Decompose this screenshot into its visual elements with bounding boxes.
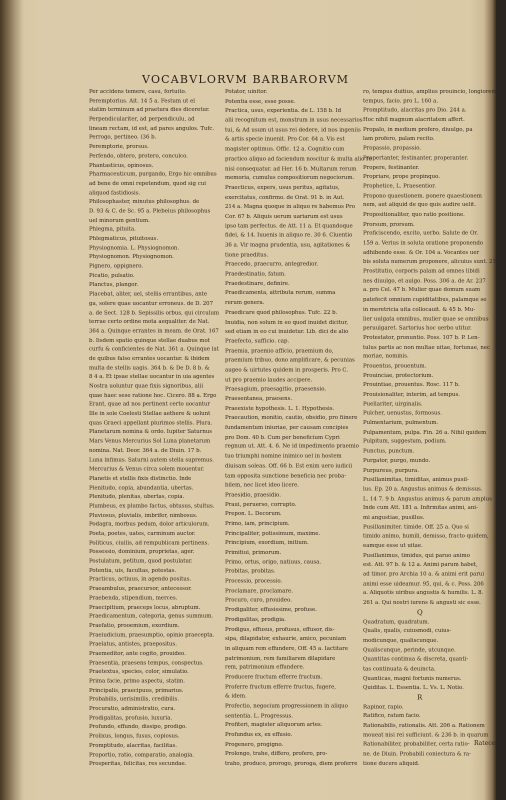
text-line: Philosophaster, minutus philosophus. de: [89, 199, 200, 206]
text-line: Practica, usus, experientia. de L. 158 b. Id: [225, 108, 342, 115]
text-line: Prostitutio, corporis palam ad omnes libidi: [363, 268, 480, 275]
text-line: Mercurius & Venus circa solem mouentur.: [89, 466, 205, 473]
text-line: Profiteri, magister aliquorum artes.: [225, 722, 323, 729]
running-header: [142, 73, 472, 86]
text-line: Peremptorie, prorsus.: [89, 144, 149, 150]
text-line: Praeexiste hypothesis. L. 1. Hypothesis.: [225, 405, 335, 412]
text-line: patefecit omnium cupiditatibus, palamque se: [363, 297, 487, 304]
text-line: Praebenda, stipendium, merces.: [89, 595, 178, 602]
text-line: ad timor. pro Archia 10 a. & animi erit parui: [363, 571, 485, 578]
text-line: Proclamare, proclamare.: [225, 588, 293, 595]
text-line: sed etiam in eo cui inuidetur. Lib. dici de alio: [225, 328, 349, 335]
text-line: uel minorum gentium.: [89, 217, 150, 224]
text-line: ipso tam perfectus. de Att. 11 a. Et quandoque: [225, 223, 353, 230]
text-line: ad bene de omni repetendum, quod sig cui: [89, 181, 206, 187]
text-line: Praedicare quod philosophus. Tufc. 22 b.: [225, 309, 338, 316]
text-line: Nostra uoluntur quae fixis signoribus, alii: [89, 383, 204, 390]
text-line: nisi consequatur. ad Her. 16 b. Multarum rerum: [225, 165, 357, 172]
text-line: Prepon. L. Decorum.: [225, 511, 282, 518]
text-line: quae haec sese ratione hoc. Cicero. 88 a. Ergo: [89, 392, 217, 399]
text-line: de quibus falso errantes uocantur. & ibidem: [89, 356, 210, 362]
text-line: Per accidens temere, casu, fortuito.: [89, 88, 187, 95]
text-line: ne. de Diuin. Probabili coniectura & ra-: [363, 751, 471, 758]
text-line: magister optimus. Offic. 12 a. Cognitio cum: [225, 146, 345, 153]
text-line: Planetarum nomina & ordo. Iupiter Saturnus: [89, 429, 213, 436]
text-line: lam profero, palam recito.: [363, 136, 435, 143]
text-line: tulus partis ac non multae uitae, fortunae, nec: [363, 344, 490, 351]
text-line: rem, patrimonium effundere.: [225, 665, 305, 671]
text-line: Praedestinatio, fatum.: [225, 271, 286, 278]
text-line: Purpureus, purpura.: [363, 467, 419, 474]
text-line: Procuro, curo, prouideo.: [225, 597, 292, 604]
text-column-3: [363, 88, 506, 769]
text-line: Praemeditor, ante cogito, prouideo.: [89, 650, 186, 657]
text-line: alii recognitum est, monstrum in usus necessarios: [225, 117, 363, 124]
text-line: peruulgaret. Sartorius hoc uerbo utitur.: [363, 325, 472, 332]
catchword: Ratecese.: [474, 740, 504, 747]
text-line: Praedestinare, definire.: [225, 280, 290, 287]
text-line: Perrogo, pertineo. (36 b.: [89, 135, 157, 141]
text-line: Pulpitum, suggestum, podium.: [363, 439, 447, 446]
text-line: ga, solere quae uocantur erroneus. de D. 207: [89, 300, 214, 307]
text-line: regnum ut. Att. 4. 6. Ne id impedimento praemio: [225, 444, 359, 451]
text-line: a. Aliquotis uiribus angustis & humilis. L. 8.: [363, 590, 484, 597]
text-line: Pusillanimitas, timiditas, animus pusil-: [363, 477, 469, 483]
text-line: mi angustiae, pusillus.: [363, 514, 425, 521]
text-line: Profectio, negocium progressionem in aliquo: [225, 703, 348, 710]
text-line: Praecipitium, praeceps locus, abruptum.: [89, 604, 201, 611]
text-line: est. Att. 97 b. & 12 a. Animi parum habet,: [363, 562, 478, 569]
text-column-1: [89, 88, 223, 770]
text-line: Potentia, uis, facultas, potestas.: [89, 568, 177, 574]
text-line: diuisam soleas. Off. 66 b. Est enim uero iudicii: [225, 463, 353, 470]
text-line: Plenitudo, plenitas, ubertas, copia.: [89, 494, 185, 501]
text-line: Phantasticus, opinosus.: [89, 162, 154, 169]
text-line: tempus, facio. pro L. 160 a.: [363, 98, 439, 105]
text-line: Praefecto, sufficio. cap.: [225, 338, 290, 345]
text-line: Probitas, probitas.: [225, 569, 276, 575]
text-line: bilem, nec licet ideo licere.: [225, 482, 300, 489]
text-line: Pignero, oppignero.: [89, 263, 144, 270]
text-line: Podagra, morbus pedum, dolor articulorum.: [89, 521, 210, 528]
text-line: Physiognomon. Physiognomon.: [89, 254, 174, 261]
text-line: Prophetice, L. Praesentior.: [363, 183, 436, 190]
text-line: Pusillanimus, timidus, qui paruo animo: [363, 552, 470, 559]
text-line: 261 a. Qui nostri iurens & angusti sic esse.: [363, 600, 481, 606]
text-line: Inuidia, non solum in eo quod inuidet dicitur,: [225, 319, 349, 326]
text-line: multa de stellis uagis. 364 b. & De D. 8 b. &: [89, 365, 210, 372]
text-line: bis soluta numerum proponere, alicuius sunt. 212 a.: [363, 259, 506, 266]
text-line: Rationabiliter, probabiliter, certa ratio-: [363, 742, 470, 748]
text-line: Quadratum, quadratum.: [363, 618, 430, 625]
text-line: Pulpamentum, pulpa. Fin. 26 a. Nihil quidem: [363, 429, 487, 436]
text-line: Proficiscendo, excito, uerbo. Salute de Or.: [363, 230, 479, 237]
text-column-2: [225, 88, 372, 770]
text-line: Praecaution, monitio, cautio, obsidio, pro fiinere: [225, 415, 358, 422]
text-line: Pharmaceuticum, purgando, Ergo hic omnibus: [89, 171, 217, 178]
text-line: Praecedo, praecurro, antegredior.: [225, 261, 319, 268]
text-line: Peremptorius. Ait. 14 5 a. Festum ut el: [89, 98, 195, 104]
text-line: Prima facie, primo aspectu, statim.: [89, 678, 185, 685]
text-line: Prouisionaliter, interim, ad tempus.: [363, 391, 460, 398]
text-line: 159 a. Verius in soluta oratione proponendo: [363, 240, 484, 247]
text-line: Prodigus, effusus, profusus, effusor, dis-: [225, 626, 335, 633]
text-line: nem, aut aliquid de quo quis audire uelit.: [363, 202, 476, 209]
text-line: Phlegma, pituita.: [89, 227, 136, 233]
text-line: tui, & Ad usum ut usus rei dedere, id nos ingeniis: [225, 127, 361, 134]
text-line: Prolixus, longus, fusus, copiosus.: [89, 733, 180, 740]
text-line: Procuratio, administratio, cura.: [89, 706, 176, 712]
text-line: Prouinciae, protectorium.: [363, 372, 434, 379]
text-line: in aliquam rem effundere, Off. 45 a. Iactitare: [225, 645, 349, 652]
text-line: Principaliter, potissimum, maxime.: [225, 530, 321, 537]
text-line: Propalo, in medium profero, diuulgo, pa: [363, 126, 473, 133]
text-line: Potator, uinitor.: [225, 88, 268, 95]
text-line: Praeiudicium, praesumptio, opinio praecepta.: [89, 632, 215, 639]
text-line: Ratifico, ratum facio.: [363, 713, 421, 720]
text-line: Poeta, poetes, uates, carminum auctor.: [89, 531, 196, 537]
text-line: sententia. L. Progressus.: [225, 713, 293, 719]
text-line: Politicus, ciuilis, ad rempublicam pertinens.: [89, 540, 210, 547]
text-line: Profundo, effundo, dissipo, prodigo.: [89, 724, 187, 731]
text-line: Propassio, propassio.: [363, 145, 422, 152]
text-line: & idem.: [225, 693, 247, 700]
text-line: nes diuulgo, et aulgo. Poss. 306 a. de Ar. 237: [363, 278, 486, 285]
text-line: Progenero, progigno.: [225, 741, 284, 748]
text-line: Phlegmaticus, pituitosus.: [89, 236, 159, 243]
text-line: Propriare, prope propinquo.: [363, 174, 440, 181]
text-line: Perpendiculariter, ad perpendiculu, ad: [89, 116, 195, 123]
text-line: Quantitas continua & discreta, quanti-: [363, 656, 469, 663]
text-line: D. 93 & C. de Sc. 95 a. Plebeius philosophus: [89, 208, 211, 215]
text-line: Producere fructum efferre fructum.: [225, 674, 323, 681]
text-line: moueat nisi rei sufficiunt. & 236 b. in quarum: [363, 732, 489, 739]
text-line: L. 14 7. 9 b. Angustus animus & parum amplus: [363, 495, 492, 502]
text-line: Rapinor, rapio.: [363, 704, 404, 711]
text-line: tuo triumphi nomine inimico uel in hostem: [225, 453, 342, 460]
text-line: Probabilis, uerisimilis, credibilis.: [89, 696, 179, 703]
text-line: Physiognomia. L. Physiognomon.: [89, 245, 180, 252]
text-line: practico aliquo ad faciendum noscitur & multa alio re: [225, 156, 372, 163]
text-line: sipa, dilapidator, exhaurie, amico, pecuniam: [225, 636, 347, 643]
text-line: Cor. 67 b. Aliquis uerum uariarum est usus: [225, 213, 343, 220]
text-line: Possessio, dominium, proprietas, ager.: [89, 549, 195, 556]
text-line: eamque esse ut uitae.: [363, 543, 423, 550]
text-line: lier uulgata omnibus, mulier quae se omnibus: [363, 316, 489, 322]
text-line: 36 a. Vir magna prudentia, usu, agitationes &: [225, 242, 351, 249]
text-line: Puellariter, uirginalis.: [363, 401, 423, 408]
text-line: traho, produco, prorogo, proroga, diem proferre: [225, 761, 358, 767]
text-line: Promptitudo, alacritas pro Dio. 244 a.: [363, 107, 467, 114]
text-line: a. de Sect. 128 b. Sepissilis orbus, qui circulum: [89, 310, 220, 316]
text-line: lus. Ep. 20 a. Angustus animus & demissus.: [363, 486, 483, 493]
running-title: VOCABVLORVM BARBARORVM: [142, 73, 350, 86]
text-line: Pusillanimiter. timide. Off. 25 a. Quo si: [363, 524, 469, 531]
text-line: Principium, exordium, initium.: [225, 540, 309, 547]
text-line: b. Iisdem spatio quinque stellae duabus mot: [89, 337, 210, 344]
text-line: Primo, iam, principium.: [225, 521, 290, 527]
text-line: Propositionaliter, quo ratio positione.: [363, 212, 465, 218]
text-line: aliquod fastidiosis.: [89, 190, 141, 196]
text-line: tas continuata & deuincta.: [363, 666, 436, 673]
text-line: adhibendo esse. & Or. 104 a. Vocantes uer: [363, 249, 480, 256]
text-line: quas Graeci appellant plurimos stellis. Plura.: [89, 420, 213, 427]
text-line: Praesagium, praesagitio, praesensio.: [225, 386, 327, 393]
text-line: rerum genera.: [225, 300, 265, 307]
text-line: Prolongo, trahe, differo, profero, pro-: [225, 751, 328, 758]
text-line: Qualiscunque, perinde, utcunque.: [363, 647, 456, 654]
text-line: exercitatus, confirmo. de Orat. 91 b. in Aut.: [225, 194, 345, 201]
text-line: Perfendo, obtero, protero, conculco.: [89, 153, 188, 160]
text-line: Praefatio, prooemium, exordium.: [89, 623, 180, 630]
text-line: ut pro praemio laudes accipere.: [225, 377, 313, 383]
text-line: Pluviosus, pluvialis, imbrifer, nimbosus.: [89, 512, 198, 519]
text-line: Pulmentarium, pulmentum.: [363, 420, 439, 427]
text-line: fundamentum iniuriae, per causam concipies: [225, 425, 349, 431]
text-line: 8 4 a. Et ipsae stellae uocantur in uia agentes: [89, 374, 215, 381]
text-line: Propertanter, festinanter, properanter.: [363, 155, 469, 162]
text-line: Placebat, aliter, uel, stellis errantibus, ante: [89, 291, 208, 298]
text-line: fidei, & 14. Iuuenis in aliquo re. 30 6. Cluentio: [225, 232, 353, 239]
text-line: Profundus ex, ex effusio.: [225, 732, 293, 739]
text-line: praemium tribuo, dono amplificare, & pecunias: [225, 357, 355, 364]
text-line: Quanticas, magni fortunis numerus.: [363, 675, 462, 682]
text-line: Erant, quae ad nos pertinent certo uocantur: [89, 402, 211, 408]
text-line: Protestator, pronuntio. Poss. 107 b. P. Len-: [363, 335, 480, 341]
text-line: terrae certo ordine mota aequaliter. de Nat.: [89, 319, 210, 325]
text-line: Mars Venus Mercurius Sol Luna planetarum: [89, 439, 211, 445]
text-line: memoria, cumulus compositiorum negociorum.: [225, 175, 355, 182]
text-line: Praemia, praemio afficio, praemium do,: [225, 348, 334, 355]
text-line: Punctus, punctum.: [363, 448, 415, 455]
binding-shadow: [0, 0, 24, 800]
text-line: moriae, nominis.: [363, 353, 409, 360]
text-line: Prosperitas, felicitas, res secundae.: [89, 761, 187, 768]
text-line: tione ducere aliquid.: [363, 760, 420, 767]
text-line: Quiditas. L. Essentia. L. Vs. L. Notio.: [363, 685, 464, 692]
text-line: & artis specie inuenit. Pro Cor. 64 a. Vis est: [225, 136, 345, 143]
text-line: Prorsum, prorsum.: [363, 221, 415, 228]
text-line: Rationabilis, rationalis. Att. 206 a. Rationem: [363, 723, 485, 729]
text-line: Planctus, plangor.: [89, 282, 139, 289]
text-line: lineam rectam, id est, ad pares angulos. Tufc.: [89, 125, 215, 132]
text-line: nomina. Nat. Deor. 364 a. de Diuin. 17 b.: [89, 448, 202, 454]
text-line: Praesidio, praesidio.: [225, 492, 281, 499]
text-line: Proferre fructum efferre fructus, fugere,: [225, 684, 336, 691]
text-line: Inde cum Att. 181 a. Infirmitas animi, ani-: [363, 505, 478, 512]
text-line: Prodigaliter, effusissime, profuse.: [225, 607, 317, 614]
text-line: ro, tempus duitius, amplius prouincio, longiorem: [363, 88, 497, 95]
text-line: Plumbeus, ex plumbo factus, obtusus, stultus.: [89, 503, 215, 510]
text-line: Prouentus, prouentum.: [363, 363, 427, 370]
text-line: Processio, processio.: [225, 578, 283, 585]
text-line: Propono quaestionem. ponere quaestionem: [363, 193, 482, 199]
text-line: Praelatus, antistes, praepositus.: [89, 641, 178, 648]
text-line: Ille in sole Coelesti Stellae aethere & uolunt: [89, 411, 211, 418]
text-line: Purgator, purgo, mundo.: [363, 458, 431, 464]
text-line: a. pro Cel. 47 b. Mulier quae domum suam: [363, 287, 481, 294]
text-line: Picatio, pulsatio.: [89, 273, 135, 279]
text-line: Praui, peruerso, corrupto.: [225, 501, 297, 508]
text-line: Prouintiae, prouentus. Rosc. 117 b.: [363, 382, 460, 389]
text-line: Prodigalitas, profusio, luxuria.: [89, 715, 173, 722]
text-line: Pulcher, uenustus, formosus.: [363, 410, 443, 417]
text-line: Praeambulus, praecursor, antecessor.: [89, 586, 192, 593]
text-line: modicunque, qualiscunque.: [363, 637, 439, 644]
text-line: timido animo, humili, demisso, fracto quidem,: [363, 533, 489, 540]
text-line: tione praeditus.: [225, 252, 269, 259]
text-line: Promptitudo, alacritas, facilitas.: [89, 743, 177, 749]
text-line: in meretricia uita collocauit. & 45 b. Mu-: [363, 306, 476, 313]
text-line: statim terminum ad praetura dies diceretur.: [89, 107, 210, 114]
text-line: Praedicamenta, attributa rerum, summa: [225, 290, 336, 297]
text-line: Praecticus, expers, usus peritus, agitatus,: [225, 184, 340, 191]
text-line: tam opposita sunctione beneficia nec proba-: [225, 473, 347, 479]
text-line: Q: [417, 608, 424, 617]
text-line: Qualis, qualis, cuiusmodi, cuius-: [363, 628, 452, 635]
text-line: Propere, festinanter.: [363, 164, 420, 171]
text-line: Principalis, praecipuus, primarius.: [89, 687, 184, 694]
text-line: Practicus, actiuus, in agendo positus.: [89, 577, 192, 583]
text-line: Hoc nihil magnum alacritatem affert.: [363, 117, 465, 124]
text-line: Planetis et stellis fixis distinctio. Inde: [89, 475, 192, 482]
text-line: R: [417, 693, 424, 702]
text-line: Praesentia, praesens tempus, conspectus.: [89, 660, 204, 666]
text-line: Primo, ortus, origo, natiuus, causa.: [225, 559, 322, 566]
text-line: Proportio, ratio, comparatio, analogia.: [89, 752, 195, 758]
text-line: pro Dom. 40 b. Cum per beneficium Cypri: [225, 434, 340, 441]
text-line: Prodigalitas, prodigia.: [225, 617, 286, 623]
text-line: Potentia esse, esse posse.: [225, 98, 296, 105]
text-line: Luna infimus. Saturni autem stella supremus.: [89, 457, 214, 464]
page-area: [22, 0, 506, 800]
text-line: Praedicamentum, categoria, genus summum.: [89, 614, 214, 620]
text-line: 214 a. Magna quoque in aliquo re habemus Pro: [225, 204, 355, 211]
text-line: 364 a. Quinque errantes in meam. de Orat. 167: [89, 328, 219, 335]
text-line: Praetextus, species, color, simulatio.: [89, 669, 189, 676]
text-line: Plenitudo, copia, abundantia, ubertas.: [89, 485, 194, 491]
text-line: augeo & uirtutes quidem in prosperis. Pro C.: [225, 367, 349, 374]
text-line: animi esse uideamur. 95, qui, & c. Poss. 206: [363, 581, 484, 588]
text-line: Postulatum, petitum, quod postulatur.: [89, 558, 193, 565]
text-line: Primitiui, primorum.: [225, 549, 282, 556]
text-line: patrimonium, rem familiarem dilapidare: [225, 655, 336, 662]
text-line: curfu & conficientes de Nat. 361 a. Quinque lat: [89, 346, 219, 353]
text-line: Praesentanea, praesens.: [225, 396, 293, 403]
